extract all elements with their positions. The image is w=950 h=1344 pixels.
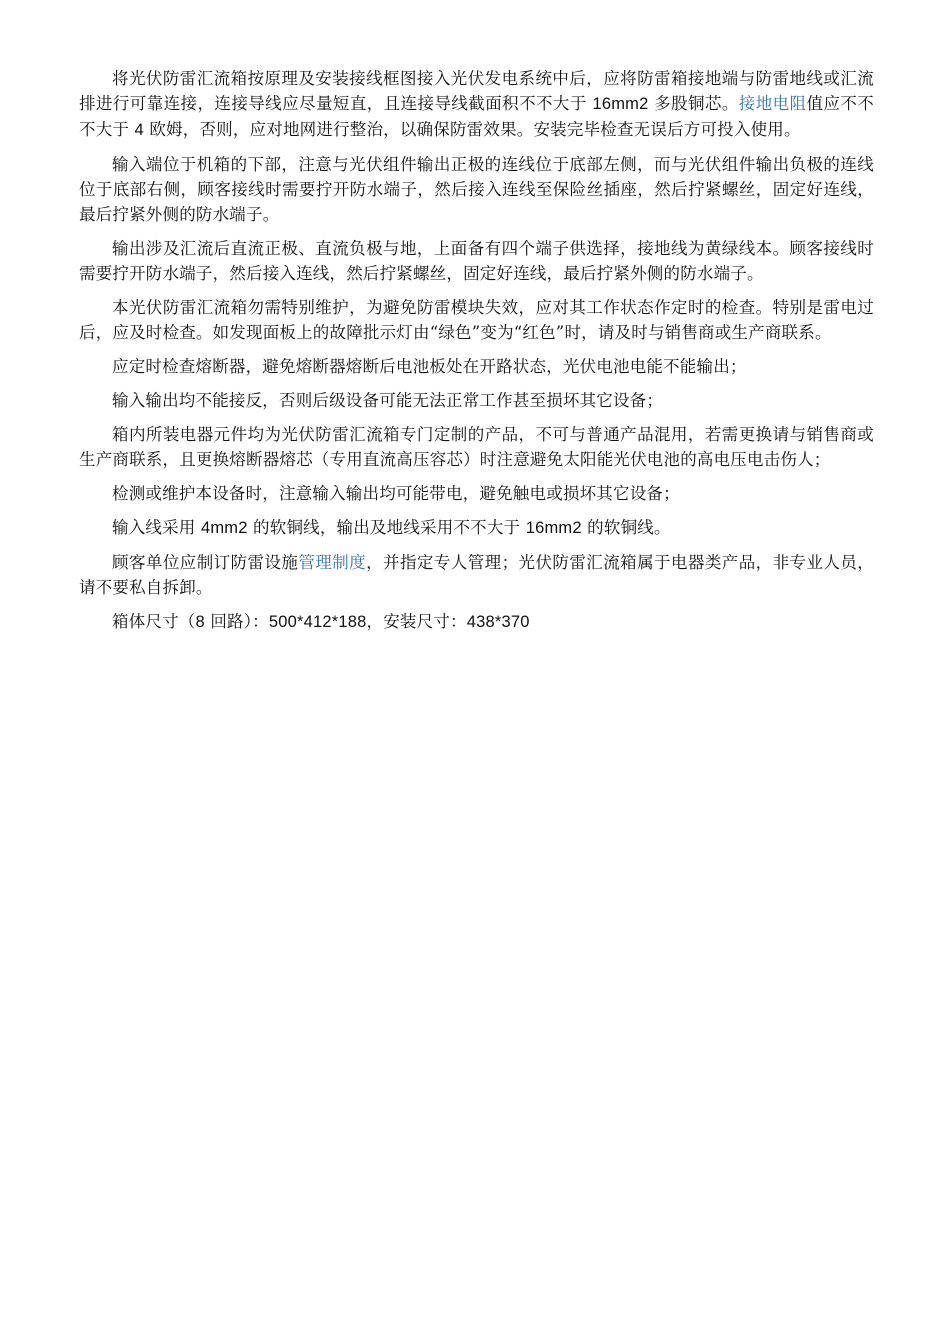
- paragraph-text: 多股铜芯。: [648, 94, 739, 113]
- paragraph-text: 8: [195, 613, 205, 631]
- paragraph-fuse-check: 应定时检查熔断器，避免熔断器熔断后电池板处在开路状态，光伏电池电能不能输出；: [112, 357, 747, 376]
- paragraph-text: 的软铜线。: [581, 518, 671, 537]
- paragraph-text: 输入线采用: [112, 518, 201, 537]
- paragraph-text: 438*370: [466, 613, 530, 631]
- document-body: [79, 66, 874, 644]
- paragraph-maintenance: 本光伏防雷汇流箱勿需特别维护，为避免防雷模块失效，应对其工作状态作定时的检查。特别是雷电过后，应及时检查。如发现面板上的故障批示灯由“绿色”变为“红色”时，请及时与销售商或生产商联系。: [79, 298, 874, 342]
- paragraph-text: ，安装尺寸：: [366, 612, 467, 631]
- paragraph-text: 欧姆，否则，应对地网进行整治，以确保防雷效果。安装完毕检查无误后方可投入使用。: [143, 120, 801, 139]
- paragraph-dimensions: [79, 609, 874, 635]
- grounding-resistance-link[interactable]: 接地电阻: [738, 94, 807, 113]
- paragraph-text: 值应不不不大于: [79, 94, 874, 139]
- management-system-link[interactable]: 管理制度: [298, 553, 367, 572]
- paragraph-text: 500*412*188: [268, 613, 367, 631]
- paragraph-text: ，并指定专人管理；光伏防雷汇流箱属于电器类产品，非专业人员，请不要私自拆卸。: [79, 553, 875, 597]
- paragraph-text: 回路）：: [204, 612, 269, 631]
- paragraph-text: 4mm2: [200, 519, 248, 537]
- paragraph-text: 的软铜线，输出及地线采用不不大于: [247, 518, 526, 537]
- paragraph-text: 16mm2: [592, 95, 649, 113]
- paragraph-text: 将光伏防雷汇流箱按原理及安装接线框图接入光伏发电系统中后，应将防雷箱接地端与防雷地线或汇流排进行可靠连接，连接导线应尽量短直，且连接导线截面积不不大于: [79, 69, 874, 113]
- paragraph-output-terminal: 输出涉及汇流后直流正极、直流负极与地，上面备有四个端子供选择，接地线为黄绿线本。顾客接线时需要拧开防水端子，然后接入连线，然后拧紧螺丝，固定好连线，最后拧紧外侧的防水端子。: [79, 239, 874, 283]
- paragraph-text: 顾客单位应制订防雷设施: [112, 553, 299, 572]
- paragraph-wire-spec: [79, 515, 874, 541]
- paragraph-text: 4: [134, 121, 144, 139]
- paragraph-installation: [79, 66, 874, 143]
- paragraph-text: 箱体尺寸（: [112, 612, 196, 631]
- paragraph-components: 箱内所装电器元件均为光伏防雷汇流箱专门定制的产品，不可与普通产品混用，若需更换请与销售商或生产商联系，且更换熔断器熔芯（专用直流高压容芯）时注意避免太阳能光伏电池的高电压电击伤人；: [79, 425, 874, 469]
- paragraph-management: [79, 550, 874, 600]
- paragraph-input-terminal: 输入端位于机箱的下部，注意与光伏组件输出正极的连线位于底部左侧，而与光伏组件输出负极的连线位于底部右侧，顾客接线时需要拧开防水端子，然后接入连线至保险丝插座，然后拧紧螺丝，固定好连线，最后拧紧外侧的防水端子。: [79, 155, 874, 224]
- paragraph-polarity-warning: 输入输出均不能接反，否则后级设备可能无法正常工作甚至损坏其它设备；: [112, 391, 664, 410]
- paragraph-text: 16mm2: [525, 519, 582, 537]
- paragraph-live-warning: 检测或维护本设备时，注意输入输出均可能带电，避免触电或损坏其它设备；: [112, 484, 680, 503]
